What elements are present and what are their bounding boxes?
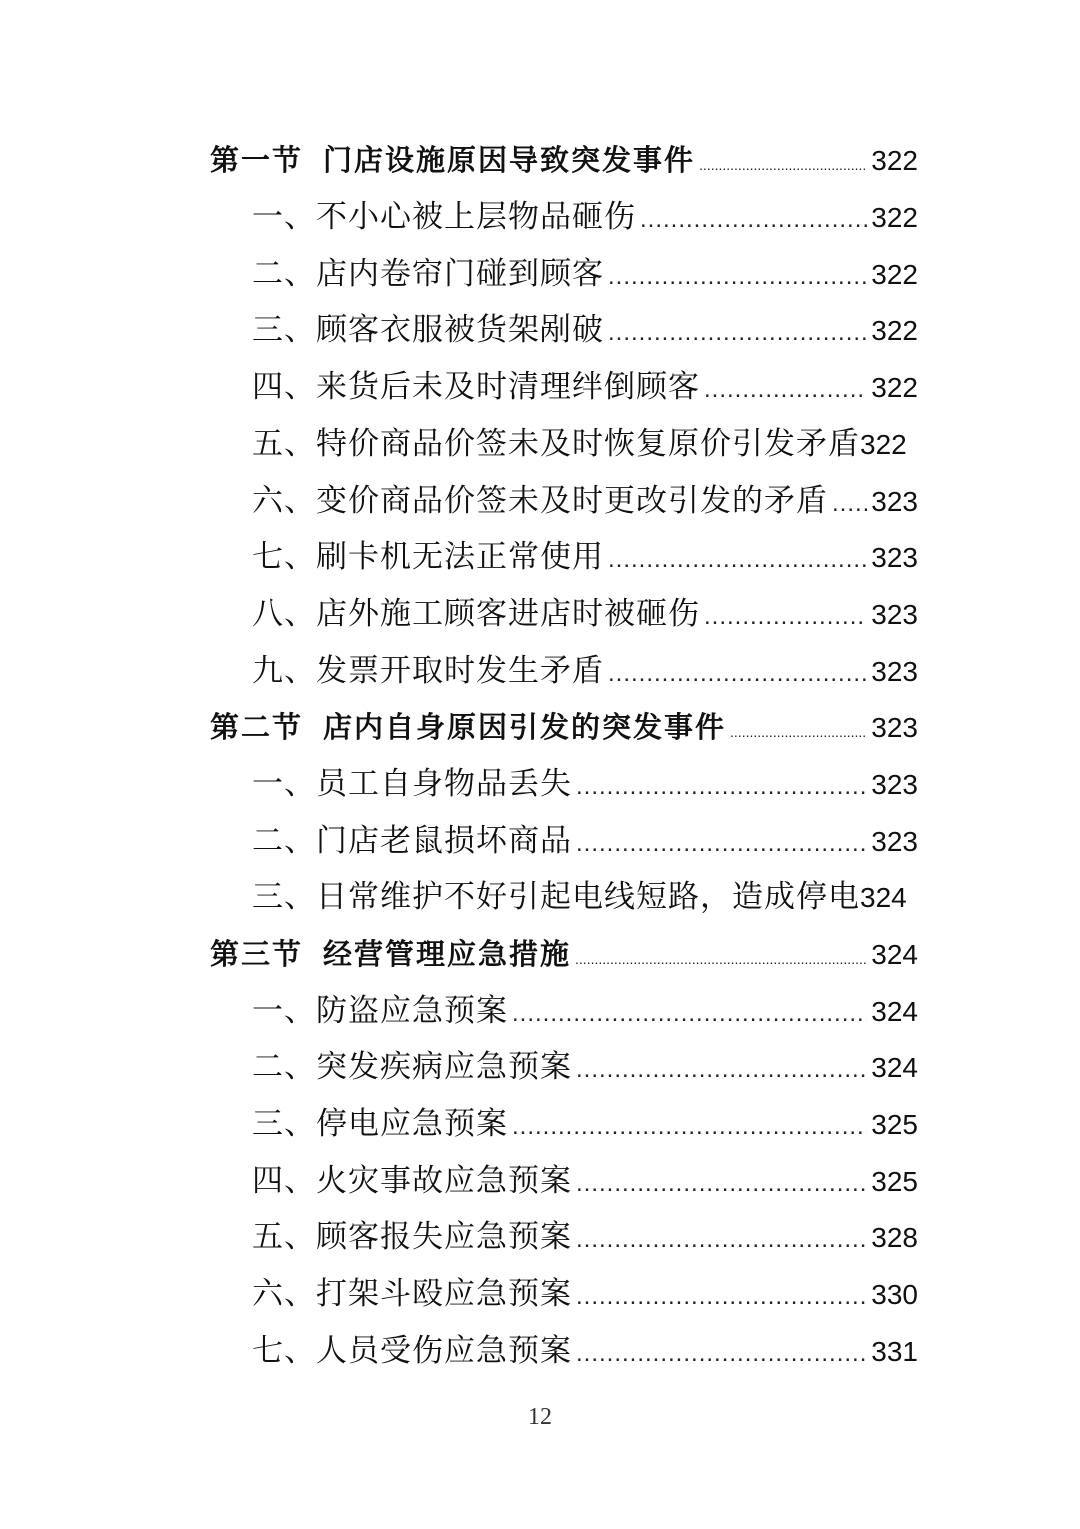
page-reference: 325 bbox=[871, 1109, 918, 1140]
page-reference: 324 bbox=[871, 939, 918, 970]
toc-item[interactable] bbox=[252, 529, 918, 585]
toc-item-label: 二、店内卷帘门碰到顾客 bbox=[252, 256, 604, 292]
toc-item[interactable] bbox=[252, 302, 918, 358]
page-reference: 323 bbox=[871, 599, 918, 630]
section-number: 第一节 bbox=[210, 143, 304, 177]
dot-leader bbox=[704, 362, 867, 418]
section-title: 店内自身原因引发的突发事件 bbox=[323, 710, 727, 744]
dot-leader bbox=[608, 532, 867, 588]
toc-item[interactable] bbox=[252, 643, 918, 699]
page-reference: 324 bbox=[871, 1052, 918, 1083]
toc-section-3[interactable] bbox=[210, 926, 918, 982]
toc-item-label: 二、门店老鼠损坏商品 bbox=[252, 823, 572, 859]
toc-item[interactable] bbox=[252, 1266, 918, 1322]
page-reference: 323 bbox=[871, 769, 918, 800]
toc-item[interactable] bbox=[252, 813, 918, 869]
page-reference: 323 bbox=[871, 712, 918, 743]
toc-item[interactable] bbox=[252, 869, 918, 925]
dot-leader bbox=[832, 476, 867, 532]
toc-item[interactable] bbox=[252, 1209, 918, 1265]
toc-item-label: 一、防盗应急预案 bbox=[252, 993, 508, 1029]
toc-item-label: 五、顾客报失应急预案 bbox=[252, 1219, 572, 1255]
toc-item-label: 九、发票开取时发生矛盾 bbox=[252, 653, 604, 689]
dot-leader bbox=[576, 1212, 867, 1268]
toc-item[interactable] bbox=[252, 983, 918, 1039]
toc-item[interactable] bbox=[252, 586, 918, 642]
toc-section-2[interactable] bbox=[210, 699, 918, 755]
toc-item-label: 六、变价商品价签未及时更改引发的矛盾 bbox=[252, 483, 828, 519]
page-reference: 322 bbox=[871, 145, 918, 176]
page-reference: 322 bbox=[871, 202, 918, 233]
dot-leader bbox=[512, 1099, 867, 1155]
section-number: 第三节 bbox=[210, 937, 304, 971]
toc-item[interactable] bbox=[252, 359, 918, 415]
toc-item[interactable] bbox=[252, 246, 918, 302]
page-reference: 324 bbox=[860, 882, 907, 913]
toc-section-1[interactable] bbox=[210, 132, 918, 188]
page-reference: 322 bbox=[871, 372, 918, 403]
toc-item-label: 三、顾客衣服被货架剐破 bbox=[252, 312, 604, 348]
page-reference: 323 bbox=[871, 656, 918, 687]
section-title: 门店设施原因导致突发事件 bbox=[323, 143, 696, 177]
page-reference: 328 bbox=[871, 1222, 918, 1253]
toc-item[interactable] bbox=[252, 416, 918, 472]
section-number: 第二节 bbox=[210, 710, 304, 744]
toc-item[interactable] bbox=[252, 473, 918, 529]
dot-leader bbox=[512, 986, 867, 1042]
page-number: 12 bbox=[528, 1404, 552, 1430]
page-reference: 323 bbox=[871, 486, 918, 517]
page-reference: 322 bbox=[860, 429, 907, 460]
toc-item[interactable] bbox=[252, 756, 918, 812]
toc-item[interactable] bbox=[252, 1153, 918, 1209]
toc-item-label: 三、停电应急预案 bbox=[252, 1106, 508, 1142]
page-reference: 322 bbox=[871, 315, 918, 346]
toc-item-label: 五、特价商品价签未及时恢复原价引发矛盾 bbox=[252, 426, 860, 462]
page-reference: 325 bbox=[871, 1166, 918, 1197]
page-reference: 331 bbox=[871, 1336, 918, 1367]
dot-leader bbox=[608, 305, 867, 361]
toc-item[interactable] bbox=[252, 1323, 918, 1379]
dot-leader bbox=[640, 192, 867, 248]
dot-leader bbox=[576, 816, 867, 872]
dot-leader bbox=[699, 137, 867, 193]
dot-leader bbox=[576, 759, 867, 815]
dot-leader bbox=[576, 1156, 867, 1212]
dot-leader bbox=[576, 1269, 867, 1325]
page-reference: 323 bbox=[871, 542, 918, 573]
section-title: 经营管理应急措施 bbox=[323, 937, 572, 971]
dot-leader bbox=[608, 249, 867, 305]
toc-item-label: 三、日常维护不好引起电线短路，造成停电 bbox=[252, 879, 860, 915]
dot-leader bbox=[575, 931, 867, 987]
page-reference: 323 bbox=[871, 826, 918, 857]
dot-leader bbox=[576, 1326, 867, 1382]
toc-item-label: 七、刷卡机无法正常使用 bbox=[252, 539, 604, 575]
dot-leader bbox=[608, 646, 867, 702]
toc-item-label: 四、来货后未及时清理绊倒顾客 bbox=[252, 369, 700, 405]
toc-item-label: 二、突发疾病应急预案 bbox=[252, 1049, 572, 1085]
toc-item-label: 一、员工自身物品丢失 bbox=[252, 766, 572, 802]
dot-leader bbox=[704, 589, 867, 645]
toc-item-label: 一、不小心被上层物品砸伤 bbox=[252, 199, 636, 235]
page-reference: 330 bbox=[871, 1279, 918, 1310]
toc-item[interactable] bbox=[252, 1096, 918, 1152]
toc-item-label: 八、店外施工顾客进店时被砸伤 bbox=[252, 596, 700, 632]
toc-item-label: 六、打架斗殴应急预案 bbox=[252, 1276, 572, 1312]
toc-item-label: 七、人员受伤应急预案 bbox=[252, 1333, 572, 1369]
toc-item[interactable] bbox=[252, 189, 918, 245]
page-reference: 324 bbox=[871, 996, 918, 1027]
toc-item-label: 四、火灾事故应急预案 bbox=[252, 1163, 572, 1199]
dot-leader bbox=[730, 704, 867, 760]
toc-item[interactable] bbox=[252, 1039, 918, 1095]
page-reference: 322 bbox=[871, 259, 918, 290]
dot-leader bbox=[576, 1042, 867, 1098]
